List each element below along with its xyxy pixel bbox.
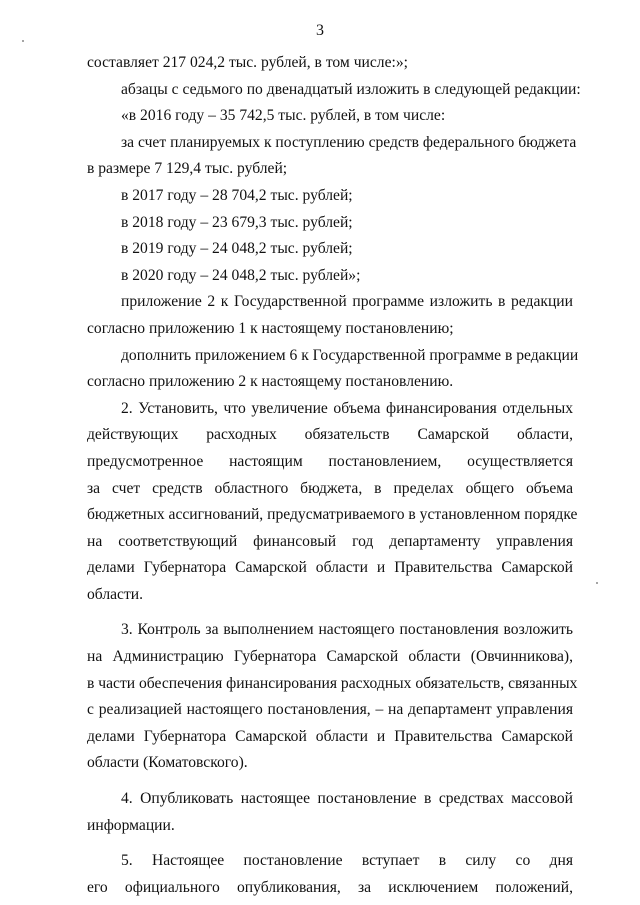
- text-line: его официального опубликования, за исключением положений,: [87, 878, 573, 896]
- text-line: 3. Контроль за выполнением настоящего постановления возложить: [121, 621, 573, 639]
- text-line: области (Коматовского).: [87, 754, 248, 772]
- text-line: 5. Настоящее постановление вступает в силу со дня: [121, 852, 573, 870]
- text-line: «в 2016 году – 35 742,5 тыс. рублей, в том числе:: [121, 107, 446, 125]
- text-line: в 2019 году – 24 048,2 тыс. рублей;: [121, 240, 353, 258]
- document-body: [87, 50, 581, 901]
- text-line: на соответствующий финансовый год департаменту управления: [87, 532, 573, 550]
- text-line: дополнить приложением 6 к Государственной программе в редакции: [121, 346, 579, 364]
- text-line: в 2020 году – 24 048,2 тыс. рублей»;: [121, 266, 361, 284]
- scan-speck: [596, 582, 598, 584]
- text-line: в части обеспечения финансирования расходных обязательств, связанных: [87, 674, 578, 692]
- text-line: делами Губернатора Самарской области и Правительства Самарской: [87, 559, 573, 577]
- text-line: области.: [87, 585, 144, 603]
- text-line: за счет средств областного бюджета, в пределах общего объема: [87, 479, 573, 497]
- text-line: абзацы с седьмого по двенадцатый изложить в следующей редакции:: [121, 80, 581, 98]
- scan-speck: [22, 40, 24, 42]
- text-line: за счет планируемых к поступлению средств федерального бюджета: [121, 133, 577, 151]
- text-line: с реализацией настоящего постановления, – на департамент управления: [87, 701, 573, 719]
- text-line: на Администрацию Губернатора Самарской области (Овчинникова),: [87, 648, 573, 666]
- text-line: приложение 2 к Государственной программе изложить в редакции: [121, 293, 573, 311]
- text-line: в 2018 году – 23 679,3 тыс. рублей;: [121, 213, 353, 231]
- text-line: согласно приложению 1 к настоящему постановлению;: [87, 319, 454, 337]
- text-line: 4. Опубликовать настоящее постановление в средствах массовой: [121, 790, 573, 808]
- text-line: делами Губернатора Самарской области и Правительства Самарской: [87, 727, 573, 745]
- text-line: действующих расходных обязательств Самарской области,: [87, 426, 573, 444]
- text-line: бюджетных ассигнований, предусматриваемого в установленном порядке: [87, 506, 578, 524]
- text-line: составляет 217 024,2 тыс. рублей, в том числе:»;: [87, 54, 408, 71]
- text-line: в размере 7 129,4 тыс. рублей;: [87, 160, 288, 178]
- text-line: согласно приложению 2 к настоящему постановлению.: [87, 373, 454, 391]
- text-line: 2. Установить, что увеличение объема финансирования отдельных: [121, 399, 573, 417]
- text-line: информации.: [87, 816, 175, 834]
- text-line: в 2017 году – 28 704,2 тыс. рублей;: [121, 186, 353, 204]
- page-number: 3: [316, 22, 324, 39]
- text-line: предусмотренное настоящим постановлением, осуществляется: [87, 452, 573, 470]
